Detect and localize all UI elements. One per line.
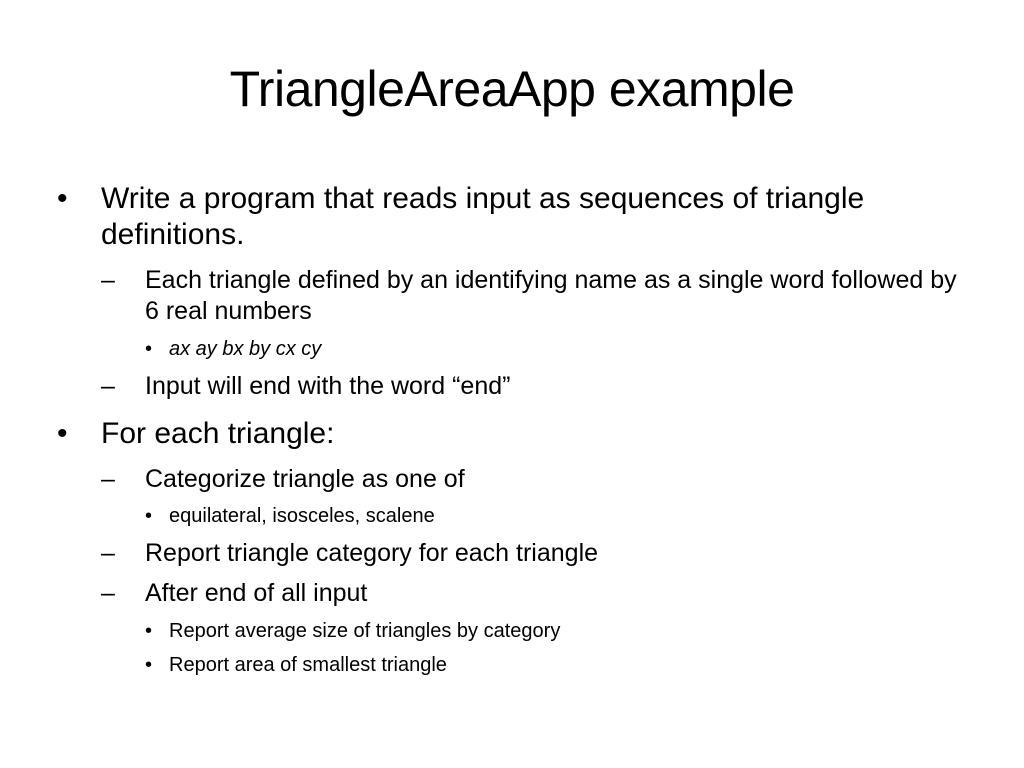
small-bullet-dot-icon: •: [145, 505, 153, 527]
bullet-item-for-each-triangle: [57, 416, 957, 452]
small-bullet-dot-icon: •: [145, 337, 153, 360]
bullet-text: Write a program that reads input as sequences of triangle definitions.: [101, 182, 865, 251]
dash-icon: –: [101, 579, 115, 608]
bullet-text: For each triangle:: [101, 416, 335, 450]
bullet-item-write-program: [57, 181, 957, 253]
sub-bullet-categorize: [101, 464, 957, 495]
dash-icon: –: [101, 371, 115, 400]
nested-bullet-coordinates: [145, 337, 957, 362]
sub-bullet-text: Report triangle category for each triangle: [145, 539, 599, 567]
bullet-dot-icon: •: [57, 416, 68, 450]
dash-icon: –: [101, 266, 115, 294]
slide-title: TriangleAreaApp example: [229, 61, 795, 117]
sub-bullet-input-end: [101, 371, 957, 402]
nested-bullet-smallest-area: [145, 653, 957, 678]
sub-bullet-triangle-definition: [101, 265, 957, 328]
sub-bullet-text: Input will end with the word “end”: [145, 371, 511, 400]
nested-bullet-average-size: [145, 619, 957, 644]
slide-content: [57, 181, 957, 687]
sub-bullet-text: After end of all input: [145, 579, 368, 608]
sub-bullet-report-category: [101, 538, 957, 569]
small-bullet-dot-icon: •: [145, 619, 153, 642]
nested-bullet-text: Report area of smallest triangle: [169, 653, 447, 676]
dash-icon: –: [101, 539, 115, 567]
nested-bullet-text: equilateral, isosceles, scalene: [169, 505, 435, 527]
dash-icon: –: [101, 464, 115, 493]
nested-bullet-text: Report average size of triangles by category: [169, 619, 561, 642]
bullet-dot-icon: •: [57, 182, 68, 215]
sub-bullet-after-input: [101, 578, 957, 609]
nested-bullet-categories: [145, 504, 957, 529]
sub-bullet-text: Categorize triangle as one of: [145, 464, 465, 493]
small-bullet-dot-icon: •: [145, 653, 153, 676]
sub-bullet-text: Each triangle defined by an identifying name as a single word followed by 6 real numbers: [145, 266, 957, 326]
nested-bullet-text: ax ay bx by cx cy: [169, 337, 322, 360]
